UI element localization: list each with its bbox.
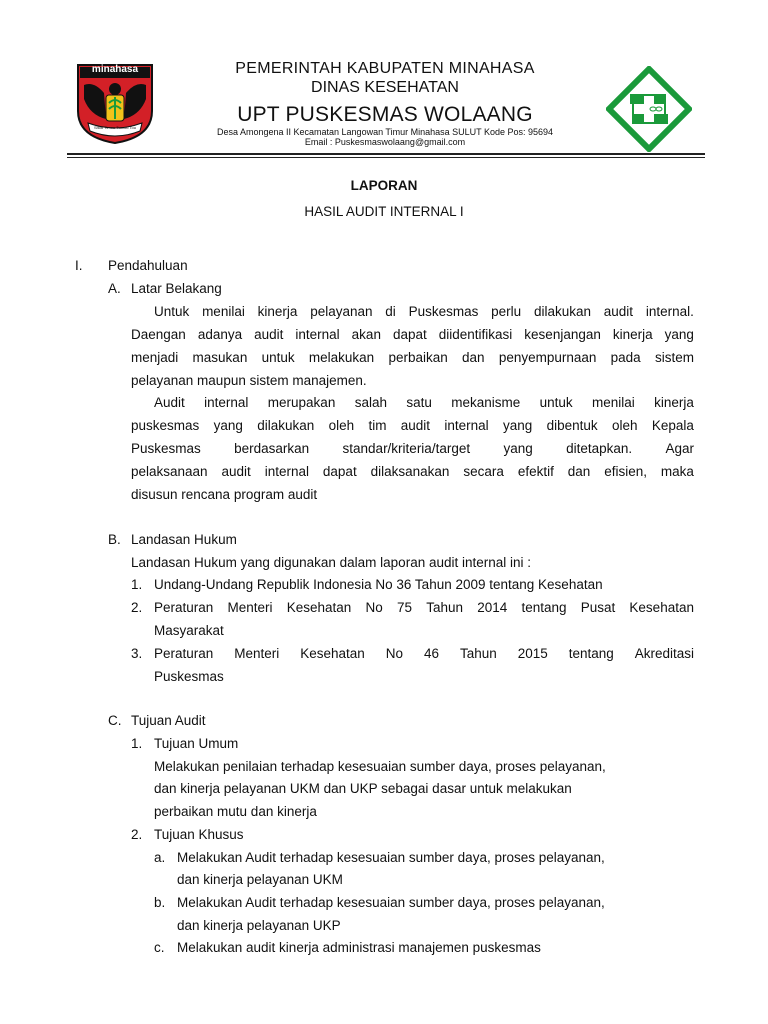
section-1-number: I. bbox=[75, 258, 83, 273]
header-address: Desa Amongena II Kecamatan Langowan Timur Minahasa SULUT Kode Pos: 95694 bbox=[216, 127, 554, 137]
law-item-2-line-1: Peraturan Menteri Kesehatan No 75 Tahun 2014 tentang Pusat Kesehatan bbox=[154, 600, 694, 615]
law-item-3-line-1: Peraturan Menteri Kesehatan No 46 Tahun 2015 tentang Akreditasi bbox=[154, 646, 694, 661]
para-a1-line-3: menjadi masukan untuk melakukan perbaikan dan penyempurnaan pada sistem bbox=[131, 350, 694, 365]
section-b-title: Landasan Hukum bbox=[131, 532, 237, 547]
goal-specific-a-number: a. bbox=[154, 850, 166, 865]
goal-general-number: 1. bbox=[131, 736, 143, 751]
law-item-2-number: 2. bbox=[131, 600, 143, 615]
header-government: PEMERINTAH KABUPATEN MINAHASA bbox=[235, 60, 535, 77]
goal-specific-c-number: c. bbox=[154, 940, 165, 955]
goal-general-line-3: perbaikan mutu dan kinerja bbox=[154, 804, 317, 819]
goal-general-title: Tujuan Umum bbox=[154, 736, 239, 751]
doc-subtitle: HASIL AUDIT INTERNAL I bbox=[304, 204, 464, 219]
header-institution: UPT PUSKESMAS WOLAANG bbox=[237, 103, 533, 126]
law-item-3-number: 3. bbox=[131, 646, 143, 661]
minahasa-logo bbox=[76, 63, 154, 145]
goal-specific-a-line-2: dan kinerja pelayanan UKM bbox=[177, 872, 343, 887]
law-item-1-line-1: Undang-Undang Republik Indonesia No 36 Tahun 2009 tentang Kesehatan bbox=[154, 577, 603, 592]
doc-title: LAPORAN bbox=[350, 178, 418, 193]
header-email: Email : Puskesmaswolaang@gmail.com bbox=[304, 137, 466, 147]
law-item-2-line-2: Masyarakat bbox=[154, 623, 224, 638]
para-a2-line-2: puskesmas yang dilakukan oleh tim audit internal yang dibentuk oleh Kepala bbox=[131, 418, 694, 433]
section-c-title: Tujuan Audit bbox=[131, 713, 206, 728]
goal-specific-b-number: b. bbox=[154, 895, 166, 910]
goal-specific-number: 2. bbox=[131, 827, 143, 842]
section-c-number: C. bbox=[108, 713, 122, 728]
para-a2-line-1: Audit internal merupakan salah satu mekanisme untuk menilai kinerja bbox=[154, 395, 694, 410]
law-item-3-line-2: Puskesmas bbox=[154, 669, 224, 684]
law-item-1-number: 1. bbox=[131, 577, 143, 592]
para-a1-line-4: pelayanan maupun sistem manajemen. bbox=[131, 373, 367, 388]
section-1-title: Pendahuluan bbox=[108, 258, 188, 273]
section-b-number: B. bbox=[108, 532, 121, 547]
goal-specific-a-line-1: Melakukan Audit terhadap kesesuaian sumber daya, proses pelayanan, bbox=[177, 850, 605, 865]
goal-general-line-2: dan kinerja pelayanan UKM dan UKP sebagai dasar untuk melakukan bbox=[154, 781, 572, 796]
header-rule-thick bbox=[67, 153, 705, 155]
logo-left-text: minahasa bbox=[91, 64, 139, 75]
para-a2-line-5: disusun rencana program audit bbox=[131, 487, 318, 502]
header-rule-thin bbox=[67, 157, 705, 158]
goal-specific-b-line-2: dan kinerja pelayanan UKP bbox=[177, 918, 341, 933]
puskesmas-logo bbox=[606, 66, 692, 152]
logo-left-motto: Sitou Timou Tumou Tou bbox=[94, 126, 136, 130]
para-a1-line-1: Untuk menilai kinerja pelayanan di Puskesmas perlu dilakukan audit internal. bbox=[154, 304, 694, 319]
goal-specific-title: Tujuan Khusus bbox=[154, 827, 244, 842]
header-department: DINAS KESEHATAN bbox=[311, 79, 459, 96]
goal-general-line-1: Melakukan penilaian terhadap kesesuaian sumber daya, proses pelayanan, bbox=[154, 759, 606, 774]
goal-specific-b-line-1: Melakukan Audit terhadap kesesuaian sumber daya, proses pelayanan, bbox=[177, 895, 605, 910]
section-a-title: Latar Belakang bbox=[131, 281, 222, 296]
para-a2-line-4: pelaksanaan audit internal dapat dilaksanakan secara efektif dan efisien, maka bbox=[131, 464, 694, 479]
para-a2-line-3: Puskesmas berdasarkan standar/kriteria/target yang ditetapkan. Agar bbox=[131, 441, 694, 456]
section-a-number: A. bbox=[108, 281, 121, 296]
para-a1-line-2: Daengan adanya audit internal akan dapat diidentifikasi kesenjangan kinerja yang bbox=[131, 327, 694, 342]
section-b-intro: Landasan Hukum yang digunakan dalam laporan audit internal ini : bbox=[131, 555, 532, 570]
goal-specific-c-line-1: Melakukan audit kinerja administrasi manajemen puskesmas bbox=[177, 940, 541, 955]
